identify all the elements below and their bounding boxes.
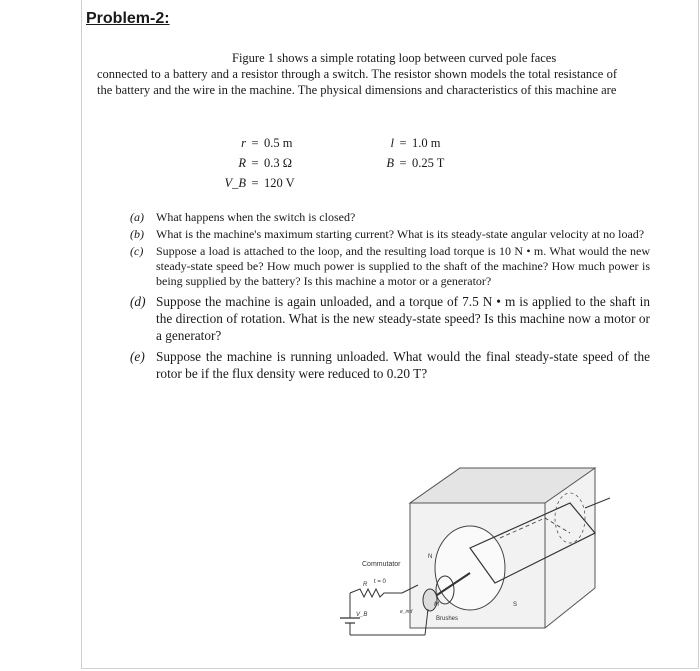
question-text: What is the machine's maximum starting current? What is its steady-state angular velocity at no load? <box>156 227 645 241</box>
switch-time-label: t = 0 <box>374 579 386 585</box>
spec-value: 0.5 m <box>264 135 293 150</box>
spec-row: R = 0.3 Ω <box>222 153 295 173</box>
spec-value: 0.25 T <box>412 155 445 170</box>
induced-voltage-label: e_ind <box>400 609 413 615</box>
question-list <box>130 210 650 384</box>
spec-symbol: r <box>241 135 246 150</box>
question-text: Suppose a load is attached to the loop, and the resulting load torque is 10 N • m. What would the new steady-state speed be? How much power is supplied to the shaft of the machine? How much power is being supplied by the battery? Is this machine a motor or a generator? <box>156 244 650 288</box>
question-label: (a) <box>130 210 144 224</box>
brushes-label: Brushes <box>436 616 459 622</box>
spec-symbol: V_B <box>224 175 246 190</box>
spec-symbol: B <box>386 155 394 170</box>
spec-row: r = 0.5 m <box>222 133 295 153</box>
question-text: Suppose the machine is running unloaded. What would the final steady-state speed of the rotor be if the flux density were reduced to 0.20 T? <box>156 349 650 381</box>
north-pole-label: N <box>428 554 433 560</box>
spec-row: V_B = 120 V <box>222 173 295 193</box>
question-label: (b) <box>130 227 144 241</box>
machine-figure <box>330 463 620 663</box>
battery-label: V_B <box>356 612 368 618</box>
question-item <box>130 227 650 242</box>
spec-symbol: R <box>238 155 246 170</box>
question-item <box>130 348 650 382</box>
spec-list-left <box>222 133 295 193</box>
spec-list-right <box>370 133 444 173</box>
resistor-label: R <box>363 582 368 588</box>
motor-label: M <box>434 602 439 608</box>
problem-heading: Problem-2: <box>86 10 170 27</box>
spec-row: l = 1.0 m <box>370 133 444 153</box>
question-text: Suppose the machine is again unloaded, and a torque of 7.5 N • m is applied to the shaft in the direction of rotation. What is the new steady-state speed? Is this machine now a motor or a generator? <box>156 294 650 343</box>
intro-text: connected to a battery and a resistor through a switch. The resistor shown models the total resistance of the battery and the wire in the machine. The physical dimensions and characteristics of this machine are <box>97 67 617 97</box>
question-label: (c) <box>130 244 144 258</box>
spec-value: 1.0 m <box>412 135 441 150</box>
spec-value: 0.3 Ω <box>264 155 293 170</box>
problem-intro <box>97 50 617 98</box>
pole-cavity <box>435 526 505 610</box>
spec-row: B = 0.25 T <box>370 153 444 173</box>
spec-symbol: l <box>390 135 394 150</box>
question-item <box>130 244 650 289</box>
spec-value: 120 V <box>264 175 295 190</box>
question-item <box>130 293 650 344</box>
south-pole-label: S <box>513 602 518 608</box>
question-item <box>130 210 650 225</box>
question-label: (e) <box>130 349 145 364</box>
commutator-label: Commutator <box>362 561 401 568</box>
question-label: (d) <box>130 294 146 309</box>
question-text: What happens when the switch is closed? <box>156 210 356 224</box>
resistor-symbol <box>350 589 402 597</box>
intro-line-1: Figure 1 shows a simple rotating loop between curved pole faces <box>232 51 557 65</box>
